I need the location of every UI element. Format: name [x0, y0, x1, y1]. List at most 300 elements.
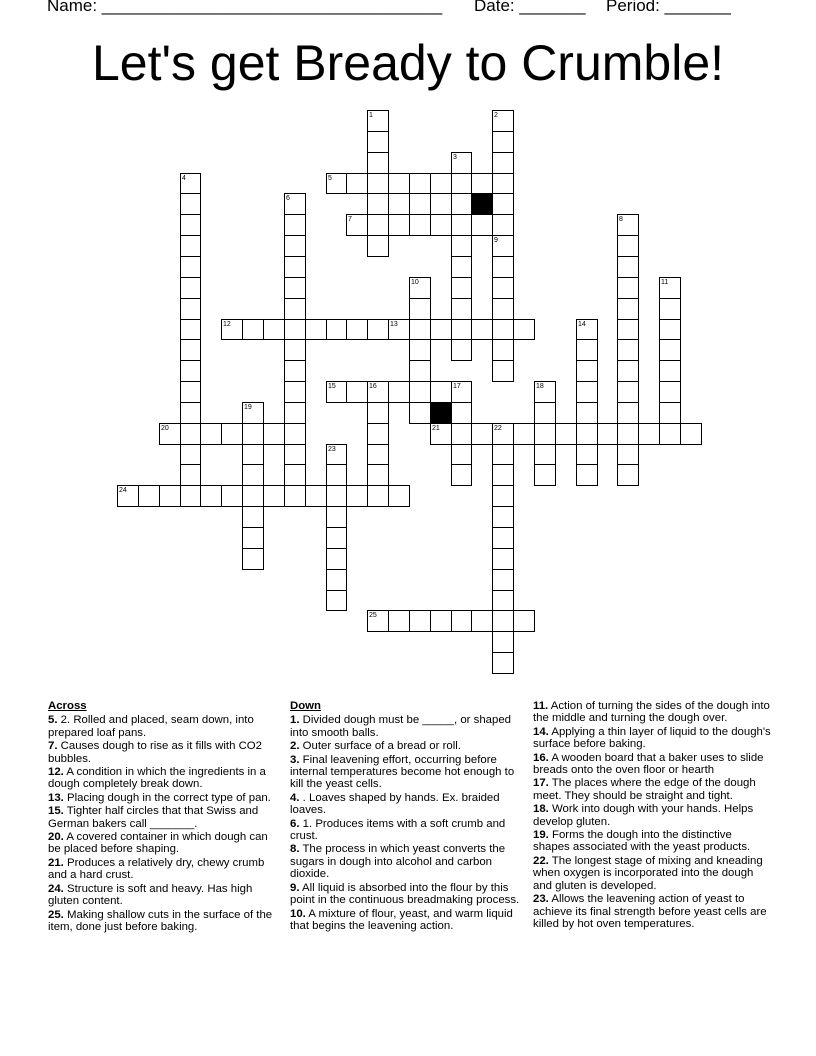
grid-cell[interactable] [492, 193, 514, 215]
grid-cell[interactable] [284, 214, 306, 236]
grid-cell[interactable] [430, 214, 452, 236]
grid-cell[interactable] [326, 319, 347, 340]
clue-number: 3. [290, 753, 300, 766]
grid-cell[interactable] [242, 319, 264, 340]
clue-item [290, 754, 522, 791]
clue-item [533, 777, 771, 802]
header-name: Name: ____________________________________ [47, 0, 443, 15]
clue-item [533, 893, 771, 930]
grid-cell[interactable] [367, 402, 389, 424]
grid-cell[interactable] [221, 319, 243, 340]
clue-number: 8. [290, 843, 300, 856]
grid-cell[interactable] [492, 569, 514, 591]
grid-cell[interactable] [367, 319, 389, 340]
grid-clue-number: 5 [328, 175, 332, 182]
grid-cell[interactable] [159, 485, 181, 507]
grid-cell[interactable] [367, 485, 389, 507]
grid-cell[interactable] [638, 423, 660, 445]
grid-cell[interactable] [492, 277, 514, 299]
grid-cell[interactable] [534, 381, 556, 403]
grid-cell[interactable] [284, 235, 306, 257]
grid-cell[interactable] [617, 319, 639, 340]
grid-cell[interactable] [200, 423, 222, 445]
clue-number: 4. [290, 791, 300, 804]
clue-item [533, 829, 771, 854]
grid-cell[interactable] [617, 423, 639, 445]
grid-cell[interactable] [471, 423, 493, 445]
grid-cell[interactable] [409, 360, 431, 382]
down-clue-list [290, 714, 522, 932]
grid-cell[interactable] [180, 381, 201, 403]
grid-clue-number: 11 [661, 279, 669, 286]
grid-cell[interactable] [492, 173, 514, 194]
grid-cell[interactable] [451, 381, 472, 403]
grid-cell[interactable] [492, 590, 514, 611]
grid-cell[interactable] [513, 423, 535, 445]
grid-cell[interactable] [180, 235, 201, 257]
grid-cell[interactable] [617, 298, 639, 320]
grid-clue-number: 4 [182, 175, 186, 182]
grid-cell[interactable] [492, 506, 514, 528]
across-heading: Across [48, 700, 87, 712]
grid-cell[interactable] [284, 381, 306, 403]
grid-cell[interactable] [492, 652, 514, 674]
clue-number: 21. [48, 856, 64, 869]
clue-item [48, 857, 280, 882]
grid-cell[interactable] [367, 214, 389, 236]
grid-cell[interactable] [180, 339, 201, 361]
clue-item [48, 714, 280, 739]
grid-cell[interactable] [659, 360, 681, 382]
clue-number: 19. [533, 829, 549, 842]
clue-text: Work into dough with your hands. Helps develop gluten. [533, 803, 754, 828]
grid-cell[interactable] [284, 485, 306, 507]
grid-cell[interactable] [534, 402, 556, 424]
grid-cell[interactable] [284, 319, 306, 340]
grid-clue-number: 3 [453, 154, 457, 161]
grid-cell[interactable] [492, 485, 514, 507]
grid-clue-number: 1 [369, 112, 373, 119]
grid-cell[interactable] [180, 277, 201, 299]
grid-cell[interactable] [409, 193, 431, 215]
grid-cell[interactable] [284, 402, 306, 424]
clue-text: Placing dough in the correct type of pan. [63, 791, 271, 804]
grid-clue-number: 7 [348, 216, 352, 223]
clues-column-2 [290, 700, 522, 933]
grid-cell[interactable] [284, 423, 306, 445]
clue-item [533, 726, 771, 751]
clue-number: 17. [533, 777, 549, 790]
clue-item [533, 700, 771, 725]
grid-cell[interactable] [284, 277, 306, 299]
grid-cell[interactable] [451, 423, 472, 445]
grid-clue-number: 19 [244, 404, 252, 411]
clue-item [290, 818, 522, 843]
grid-cell[interactable] [263, 423, 285, 445]
clue-number: 2. [290, 740, 300, 753]
grid-cell[interactable] [430, 173, 452, 194]
clue-item [290, 843, 522, 880]
clue-number: 6. [290, 817, 300, 830]
clue-item [48, 805, 280, 830]
grid-cell[interactable] [492, 527, 514, 549]
grid-cell[interactable] [513, 319, 535, 340]
grid-cell[interactable] [576, 339, 598, 361]
clue-text: Divided dough must be _____, or shaped into smooth balls. [290, 714, 512, 739]
clue-item [48, 831, 280, 856]
grid-cell[interactable] [409, 610, 431, 632]
grid-cell[interactable] [180, 360, 201, 382]
grid-cell[interactable] [513, 610, 535, 632]
grid-cell[interactable] [534, 464, 556, 486]
grid-cell[interactable] [555, 423, 577, 445]
grid-cell[interactable] [284, 464, 306, 486]
grid-cell[interactable] [492, 423, 514, 445]
grid-cell[interactable] [367, 610, 389, 632]
grid-cell[interactable] [576, 444, 598, 465]
grid-cell[interactable] [492, 360, 514, 382]
grid-cell[interactable] [492, 131, 514, 153]
grid-cell[interactable] [242, 464, 264, 486]
clue-text: A condition in which the ingredients in a dough completely break down. [48, 766, 266, 791]
grid-black-cell [471, 193, 493, 215]
grid-cell[interactable] [346, 173, 368, 194]
clue-text: 2. Rolled and placed, seam down, into prepared loaf pans. [48, 714, 254, 739]
grid-cell[interactable] [617, 381, 639, 403]
grid-cell[interactable] [284, 256, 306, 278]
grid-cell[interactable] [534, 444, 556, 465]
grid-clue-number: 10 [411, 279, 419, 286]
clue-item [48, 792, 280, 804]
grid-cell[interactable] [388, 485, 410, 507]
clue-number: 25. [48, 908, 64, 921]
grid-cell[interactable] [617, 277, 639, 299]
grid-cell[interactable] [451, 235, 472, 257]
clue-number: 15. [48, 805, 64, 818]
grid-cell[interactable] [471, 173, 493, 194]
grid-cell[interactable] [576, 423, 598, 445]
clue-number: 16. [533, 751, 549, 764]
clue-item [290, 740, 522, 752]
grid-clue-number: 25 [369, 612, 377, 619]
grid-cell[interactable] [492, 298, 514, 320]
grid-cell[interactable] [492, 235, 514, 257]
grid-cell[interactable] [451, 256, 472, 278]
grid-cell[interactable] [242, 402, 264, 424]
grid-cell[interactable] [492, 339, 514, 361]
clue-text: Outer surface of a bread or roll. [299, 740, 461, 753]
grid-cell[interactable] [180, 319, 201, 340]
grid-cell[interactable] [659, 402, 681, 424]
clue-number: 22. [533, 854, 549, 867]
clue-number: 7. [48, 740, 58, 753]
grid-clue-number: 16 [369, 383, 377, 390]
grid-cell[interactable] [409, 298, 431, 320]
grid-cell[interactable] [492, 464, 514, 486]
clue-item [533, 803, 771, 828]
grid-cell[interactable] [367, 152, 389, 174]
clue-item [48, 766, 280, 791]
clue-item [48, 909, 280, 934]
grid-cell[interactable] [534, 423, 556, 445]
grid-cell[interactable] [180, 214, 201, 236]
grid-cell[interactable] [242, 548, 264, 570]
grid-cell[interactable] [346, 214, 368, 236]
grid-cell[interactable] [451, 444, 472, 465]
grid-cell[interactable] [659, 423, 681, 445]
grid-cell[interactable] [597, 423, 618, 445]
grid-cell[interactable] [451, 173, 472, 194]
grid-cell[interactable] [576, 360, 598, 382]
grid-cell[interactable] [409, 214, 431, 236]
grid-cell[interactable] [471, 610, 493, 632]
clue-item [290, 714, 522, 739]
grid-cell[interactable] [430, 423, 452, 445]
clue-text: Structure is soft and heavy. Has high gluten content. [48, 882, 253, 908]
grid-cell[interactable] [430, 610, 452, 632]
grid-cell[interactable] [326, 527, 347, 549]
clue-text: Causes dough to rise as it fills with CO2 bubbles. [48, 740, 262, 765]
grid-cell[interactable] [305, 485, 327, 507]
clue-text: All liquid is absorbed into the flour by this point in the continuous breadmaking process. [290, 881, 520, 907]
grid-clue-number: 14 [578, 321, 586, 328]
clue-item [290, 908, 522, 933]
grid-cell[interactable] [492, 610, 514, 632]
clue-number: 10. [290, 907, 306, 920]
grid-cell[interactable] [284, 193, 306, 215]
grid-clue-number: 17 [453, 383, 461, 390]
grid-cell[interactable] [617, 444, 639, 465]
clues-column-1 [48, 700, 280, 934]
grid-cell[interactable] [492, 548, 514, 570]
grid-cell[interactable] [409, 319, 431, 340]
clue-text: The process in which yeast converts the sugars in dough into alcohol and carbon dioxide. [290, 843, 506, 881]
grid-cell[interactable] [367, 173, 389, 194]
clue-item [48, 883, 280, 908]
grid-clue-number: 6 [286, 195, 290, 202]
grid-cell[interactable] [617, 256, 639, 278]
clue-number: 24. [48, 882, 64, 895]
grid-cell[interactable] [451, 319, 472, 340]
clue-text: The longest stage of mixing and kneading when oxygen is incorporated into the dough and gluten is developed. [533, 854, 763, 892]
grid-cell[interactable] [180, 173, 201, 194]
clue-text: Forms the dough into the distinctive shapes associated with the yeast products. [533, 829, 751, 854]
grid-cell[interactable] [326, 444, 347, 465]
grid-cell[interactable] [284, 339, 306, 361]
grid-cell[interactable] [409, 277, 431, 299]
clue-number: 14. [533, 725, 549, 738]
grid-cell[interactable] [409, 402, 431, 424]
clue-number: 11. [533, 700, 549, 712]
grid-cell[interactable] [659, 319, 681, 340]
grid-cell[interactable] [180, 485, 201, 507]
grid-cell[interactable] [617, 214, 639, 236]
grid-cell[interactable] [326, 381, 347, 403]
clue-text: Tighter half circles that that Swiss and German bakers call _______. [48, 805, 259, 830]
grid-cell[interactable] [617, 339, 639, 361]
grid-cell[interactable] [471, 214, 493, 236]
grid-cell[interactable] [263, 485, 285, 507]
grid-cell[interactable] [346, 485, 368, 507]
grid-cell[interactable] [221, 485, 243, 507]
grid-cell[interactable] [576, 464, 598, 486]
grid-cell[interactable] [242, 444, 264, 465]
grid-cell[interactable] [200, 485, 222, 507]
grid-cell[interactable] [388, 193, 410, 215]
clue-text: . Loaves shaped by hands. Ex. braided loaves. [290, 791, 500, 817]
grid-cell[interactable] [471, 319, 493, 340]
grid-clue-number: 9 [494, 237, 498, 244]
grid-cell[interactable] [492, 110, 514, 132]
grid-cell[interactable] [326, 485, 347, 507]
grid-cell[interactable] [659, 277, 681, 299]
clue-text: The places where the edge of the dough meet. They should be straight and tight. [533, 777, 756, 802]
clue-text: Applying a thin layer of liquid to the dough's surface before baking. [533, 725, 771, 751]
clue-item [533, 752, 771, 777]
grid-clue-number: 20 [161, 425, 169, 432]
page-title: Let's get Bready to Crumble! [91, 35, 725, 91]
grid-cell[interactable] [617, 235, 639, 257]
grid-cell[interactable] [242, 485, 264, 507]
grid-cell[interactable] [242, 527, 264, 549]
grid-cell[interactable] [346, 319, 368, 340]
grid-cell[interactable] [138, 485, 160, 507]
clue-number: 23. [533, 893, 549, 906]
grid-cell[interactable] [492, 214, 514, 236]
clue-text: A wooden board that a baker uses to slide breads onto the oven floor or hearth [533, 751, 764, 777]
grid-cell[interactable] [326, 569, 347, 591]
clue-item [533, 855, 771, 892]
grid-cell[interactable] [451, 193, 472, 215]
grid-cell[interactable] [451, 214, 472, 236]
down-clue-list-continued [533, 700, 771, 930]
grid-cell[interactable] [492, 319, 514, 340]
clue-number: 18. [533, 803, 549, 816]
grid-cell[interactable] [367, 235, 389, 257]
down-heading: Down [290, 700, 322, 712]
grid-cell[interactable] [388, 214, 410, 236]
grid-cell[interactable] [180, 256, 201, 278]
grid-cell[interactable] [659, 339, 681, 361]
grid-cell[interactable] [180, 444, 201, 465]
grid-cell[interactable] [180, 402, 201, 424]
grid-cell[interactable] [430, 381, 452, 403]
grid-cell[interactable] [430, 319, 452, 340]
grid-cell[interactable] [659, 298, 681, 320]
grid-cell[interactable] [159, 423, 181, 445]
grid-cell[interactable] [409, 339, 431, 361]
clue-number: 20. [48, 831, 64, 844]
grid-cell[interactable] [180, 193, 201, 215]
grid-cell[interactable] [180, 298, 201, 320]
grid-clue-number: 12 [223, 321, 231, 328]
grid-cell[interactable] [305, 319, 327, 340]
grid-cell[interactable] [576, 402, 598, 424]
grid-cell[interactable] [367, 423, 389, 445]
grid-cell[interactable] [451, 464, 472, 486]
grid-cell[interactable] [326, 590, 347, 611]
grid-cell[interactable] [367, 131, 389, 153]
grid-cell[interactable] [451, 298, 472, 320]
grid-clue-number: 13 [390, 321, 398, 328]
grid-cell[interactable] [451, 402, 472, 424]
grid-black-cell [430, 402, 452, 424]
grid-cell[interactable] [576, 319, 598, 340]
grid-cell[interactable] [492, 256, 514, 278]
grid-cell[interactable] [617, 360, 639, 382]
grid-cell[interactable] [451, 610, 472, 632]
grid-cell[interactable] [680, 423, 702, 445]
header-date: Date: _______ [474, 0, 586, 15]
clue-number: 5. [48, 714, 58, 727]
grid-cell[interactable] [451, 277, 472, 299]
grid-cell[interactable] [451, 152, 472, 174]
grid-cell[interactable] [492, 152, 514, 174]
grid-cell[interactable] [617, 402, 639, 424]
grid-cell[interactable] [659, 381, 681, 403]
grid-cell[interactable] [180, 464, 201, 486]
grid-cell[interactable] [492, 444, 514, 465]
clue-text: 1. Produces items with a soft crumb and crust. [290, 817, 506, 843]
grid-cell[interactable] [388, 319, 410, 340]
grid-cell[interactable] [388, 610, 410, 632]
clue-text: Action of turning the sides of the dough into the middle and turning the dough over. [533, 700, 770, 725]
grid-cell[interactable] [617, 464, 639, 486]
grid-cell[interactable] [367, 381, 389, 403]
clue-number: 1. [290, 714, 300, 727]
clue-text: A covered container in which dough can be placed before shaping. [48, 831, 268, 856]
grid-cell[interactable] [284, 298, 306, 320]
grid-clue-number: 24 [119, 487, 127, 494]
grid-cell[interactable] [367, 193, 389, 215]
grid-cell[interactable] [117, 485, 139, 507]
grid-cell[interactable] [221, 423, 243, 445]
grid-cell[interactable] [409, 173, 431, 194]
clue-text: Making shallow cuts in the surface of the item, done just before baking. [48, 908, 273, 933]
clue-number: 9. [290, 881, 300, 894]
grid-cell[interactable] [180, 423, 201, 445]
grid-clue-number: 2 [494, 112, 498, 119]
grid-cell[interactable] [388, 381, 410, 403]
grid-clue-number: 8 [619, 216, 623, 223]
grid-cell[interactable] [367, 444, 389, 465]
grid-cell[interactable] [326, 464, 347, 486]
grid-cell[interactable] [430, 193, 452, 215]
grid-cell[interactable] [284, 444, 306, 465]
grid-cell[interactable] [576, 381, 598, 403]
grid-clue-number: 15 [328, 383, 336, 390]
grid-cell[interactable] [367, 110, 389, 132]
clue-number: 12. [48, 766, 64, 779]
clue-number: 13. [48, 791, 64, 804]
grid-cell[interactable] [326, 173, 347, 194]
grid-cell[interactable] [409, 381, 431, 403]
grid-clue-number: 23 [328, 446, 336, 453]
grid-cell[interactable] [451, 339, 472, 361]
grid-cell[interactable] [367, 464, 389, 486]
grid-cell[interactable] [388, 173, 410, 194]
clue-text: Produces a relatively dry, chewy crumb and a hard crust. [48, 856, 265, 882]
grid-cell[interactable] [346, 381, 368, 403]
grid-cell[interactable] [326, 548, 347, 570]
grid-cell[interactable] [263, 319, 285, 340]
grid-cell[interactable] [326, 506, 347, 528]
grid-cell[interactable] [492, 631, 514, 653]
grid-cell[interactable] [284, 360, 306, 382]
grid-cell[interactable] [242, 423, 264, 445]
clues-column-3 [533, 700, 771, 931]
grid-cell[interactable] [242, 506, 264, 528]
